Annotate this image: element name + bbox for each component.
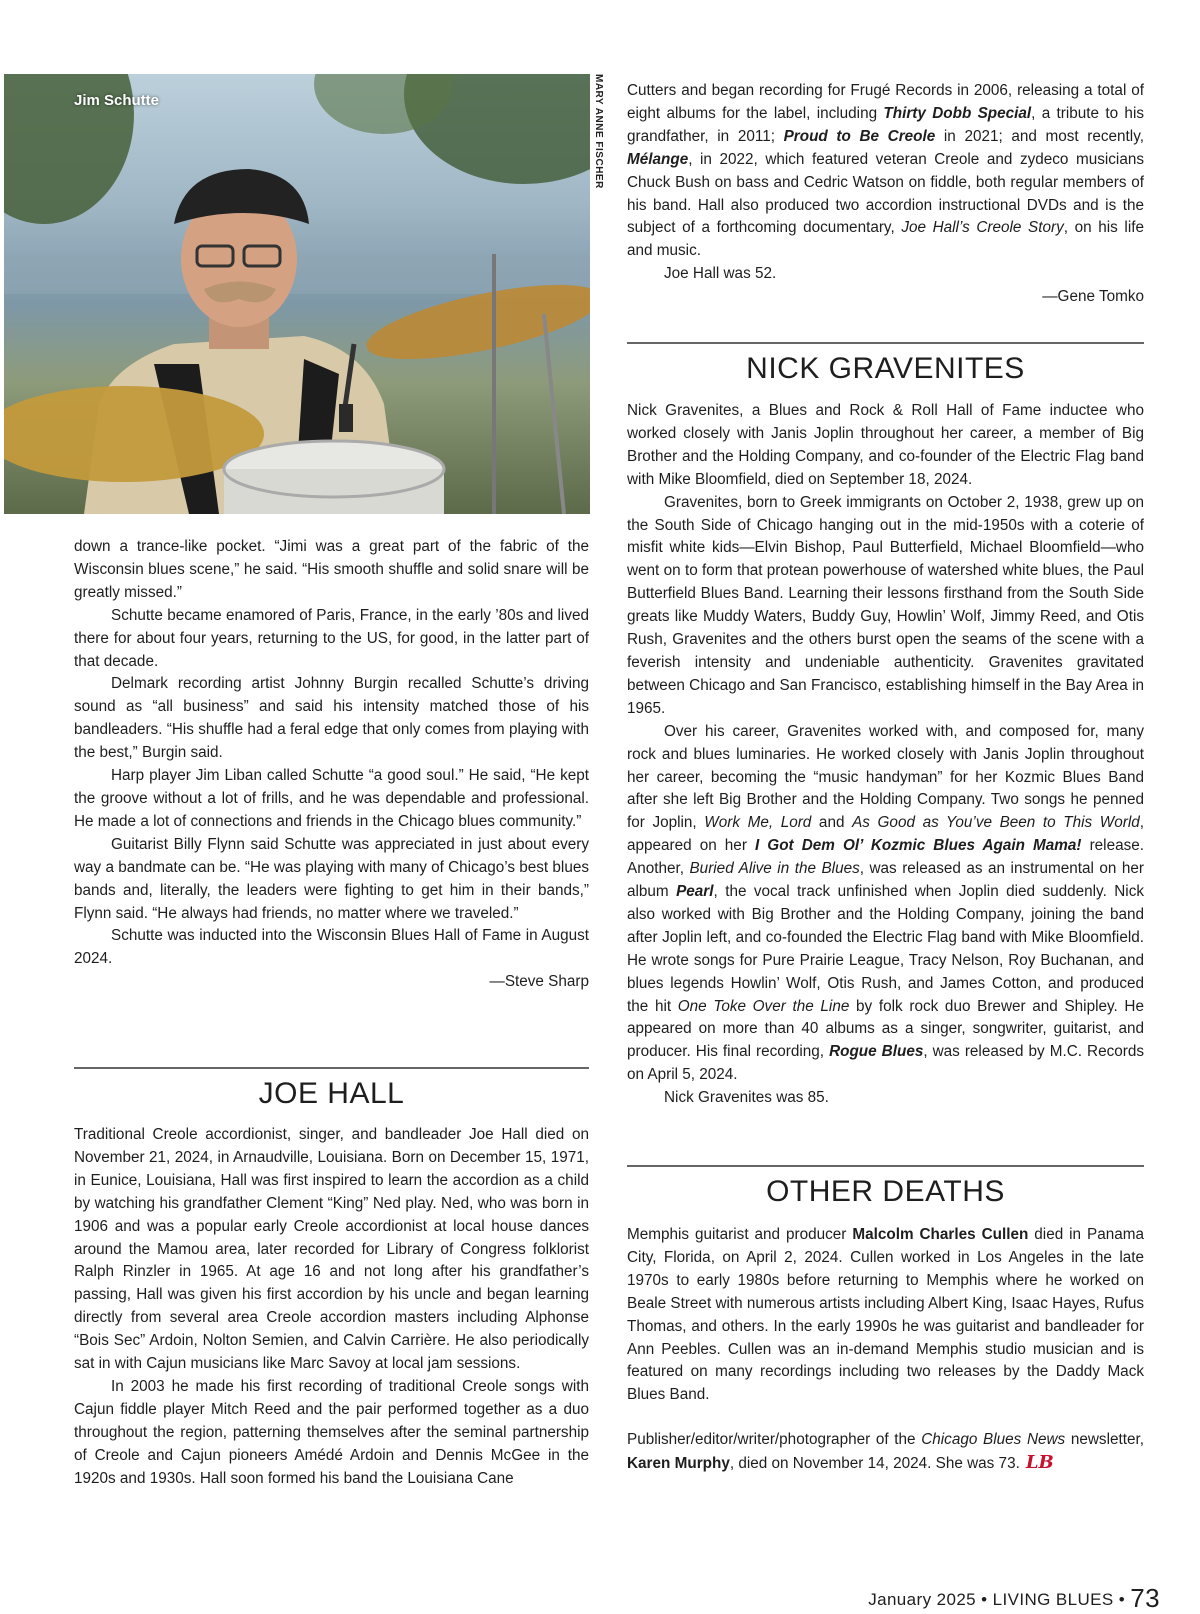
section-heading-joe-hall: JOE HALL	[258, 1077, 405, 1110]
song-title: Buried Alive in the Blues	[689, 860, 860, 878]
paragraph: down a trance-like pocket. “Jimi was a great part of the fabric of the Wisconsin blues scene,” he said. “His smooth shuffle and solid snare will be greatly missed.”	[74, 538, 589, 601]
paragraph: Publisher/editor/writer/photographer of the Chicago Blues News newsletter, Karen Murphy, died on November 14, 2024. She was 73. LB	[627, 1431, 1144, 1474]
byline: —Gene Tomko	[1042, 288, 1144, 306]
photo-illustration	[4, 74, 590, 514]
page-footer	[868, 1583, 1160, 1614]
film-title: Joe Hall’s Creole Story	[901, 219, 1064, 237]
person-name: Malcolm Charles Cullen	[852, 1226, 1029, 1243]
joe-hall-obituary-continued	[627, 80, 1144, 309]
nick-gravenites-obituary	[627, 400, 1144, 1110]
person-name: Karen Murphy	[627, 1455, 730, 1473]
separator-bullet: •	[981, 1590, 988, 1609]
album-title: Thirty Dobb Special	[883, 104, 1032, 122]
song-title: One Toke Over the Line	[677, 997, 850, 1015]
photo-credit-text: MARY ANNE FISCHER	[593, 74, 604, 189]
album-title: Mélange	[627, 150, 689, 168]
paragraph: Over his career, Gravenites worked with, and composed for, many rock and blues luminaries. He worked closely with Janis Joplin throughout her career, becoming the “music handyman” for her Kozmic Blues Band after she left Big Brother and the Holding Company. Two songs he penned for Joplin, Work Me, Lord and As Good as You’ve Been to This World, appeared on her I Got Dem Ol’ Kozmic Blues Again Mama! release. Another, Buried Alive in the Blues, was released as an instrumental on her album Pearl, the vocal track unfinished when Joplin died suddenly. Nick also worked with Big Brother and the Holding Company, joining the band after Joplin left, and co-founded the Electric Flag band with Mike Bloomfield. He wrote songs for Pure Prairie League, Tracy Nelson, Roy Buchanan, and blues legends Howlin’ Wolf, Otis Rush, and James Cotton, and produced the hit One Toke Over the Line by folk rock duo Brewer and Shipley. He appeared on more than 40 albums as a singer, songwriter, guitarist, and producer. His final recording, Rogue Blues, was released by M.C. Records on April 5, 2024.	[627, 722, 1144, 1084]
section-heading-other-deaths: OTHER DEATHS	[766, 1175, 1005, 1208]
separator-bullet: •	[1118, 1590, 1126, 1609]
album-title: Pearl	[676, 883, 714, 901]
other-deaths-list	[627, 1224, 1144, 1476]
section-heading-nick-gravenites: NICK GRAVENITES	[746, 352, 1025, 385]
paragraph: Memphis guitarist and producer Malcolm Charles Cullen died in Panama City, Florida, on April 2, 2024. Cullen worked in Los Angeles in the late 1970s to early 1980s before returning to Memphis where he worked on Beale Street with numerous artists including Albert King, Isaac Hayes, Rufus Thomas, and others. In the early 1990s he was guitarist and bandleader for Ann Peebles. Cullen was an in-demand Memphis studio musician and is featured on many recordings including two releases by the Daddy Mack Blues Band.	[627, 1226, 1144, 1404]
page-number: 73	[1130, 1583, 1160, 1613]
paragraph: Nick Gravenites, a Blues and Rock & Roll Hall of Fame inductee who worked closely with Janis Joplin throughout her career, a member of Big Brother and the Holding Company, and co-founder of the Electric Flag band with Mike Bloomfield, died on September 18, 2024.	[627, 402, 1144, 488]
paragraph: Schutte became enamored of Paris, France, in the early ’80s and lived there for about four years, returning to the US, for good, in the latter part of that decade.	[74, 606, 589, 670]
album-title: Rogue Blues	[829, 1043, 924, 1061]
living-blues-end-mark-icon: LB	[1025, 1452, 1054, 1474]
paragraph: Delmark recording artist Johnny Burgin recalled Schutte’s driving sound as “all business” and said his intensity matched those of his bandleaders. “His shuffle had a feral edge that only comes from playing with the best,” Burgin said.	[74, 675, 589, 762]
photo-caption: Jim Schutte	[74, 92, 160, 109]
paragraph: Schutte was inducted into the Wisconsin Blues Hall of Fame in August 2024.	[74, 927, 589, 968]
section-divider	[74, 1067, 589, 1069]
magazine-name: LIVING BLUES	[992, 1590, 1114, 1609]
issue-date: January 2025	[868, 1590, 977, 1609]
song-title: As Good as You’ve Been to This World	[852, 814, 1140, 832]
paragraph: Nick Gravenites was 85.	[664, 1089, 829, 1107]
paragraph: Traditional Creole accordionist, singer, and bandleader Joe Hall died on November 21, 2024, in Arnaudville, Louisiana. Born on December 15, 1971, in Eunice, Louisiana, Hall was first inspired to learn the accordion as a child by watching his grandfather Clement “King” Ned play. Ned, who was born in 1906 and was a popular early Creole accordionist at local house dances around the Mamou area, later recorded for Library of Congress folklorist Ralph Rinzler in 1965. At age 16 and not long after his grandfather’s passing, Hall was given his first accordion by his uncle and began learning directly from several area Creole accordion masters including Alphonse “Bois Sec” Ardoin, Nolton Semien, and Calvin Carrière. He also periodically sat in with Cajun musicians like Marc Savoy at local jam sessions.	[74, 1126, 589, 1373]
paragraph: Cutters and began recording for Frugé Records in 2006, releasing a total of eight albums for the label, including Thirty Dobb Special, a tribute to his grandfather, in 2011; Proud to Be Creole in 2021; and most recently, Mélange, in 2022, which featured veteran Creole and zydeco musicians Chuck Bush on bass and Cedric Watson on fiddle, both regular members of his band. Hall also produced two accordion instructional DVDs and is the subject of a forthcoming documentary, Joe Hall’s Creole Story, on his life and music.	[627, 82, 1144, 260]
paragraph: In 2003 he made his first recording of traditional Creole songs with Cajun fiddle player Mitch Reed and the pair performed together as a duo throughout the region, patterning themselves after the seminal partnership of Creole and Cajun pioneers Amédé Ardoin and Dennis McGee in the 1920s and 1930s. Hall soon formed his band the Louisiana Cane	[74, 1377, 589, 1487]
album-title: Proud to Be Creole	[783, 127, 936, 145]
paragraph: Guitarist Billy Flynn said Schutte was appreciated in just about every way a bandmate can be. “He was playing with many of Chicago’s best blues bands and, literally, the leaders were fighting to get him in their bands,” Flynn said. “He always had friends, no matter where we traveled.”	[74, 835, 589, 922]
schutte-obituary-continued	[74, 536, 589, 994]
photo-jim-schutte	[4, 74, 590, 514]
photo-credit	[586, 74, 604, 204]
byline: —Steve Sharp	[489, 973, 589, 991]
paragraph: Harp player Jim Liban called Schutte “a good soul.” He said, “He kept the groove without a lot of frills, and he was dependable and professional. He made a lot of connections and friends in the Chicago blues community.”	[74, 767, 589, 830]
album-title: I Got Dem Ol’ Kozmic Blues Again Mama!	[754, 837, 1082, 855]
publication-title: Chicago Blues News	[921, 1431, 1066, 1449]
paragraph: Joe Hall was 52.	[664, 265, 777, 283]
joe-hall-obituary	[74, 1124, 589, 1491]
song-title: Work Me, Lord	[704, 814, 812, 832]
paragraph: Gravenites, born to Greek immigrants on October 2, 1938, grew up on the South Side of Chicago hanging out in the mid-1950s with a coterie of misfit white kids—Elvin Bishop, Paul Butterfield, Michael Bloomfield—who went on to form that protean powerhouse of watershed white blues, the Paul Butterfield Blues Band. Learning their lessons firsthand from the South Side greats like Muddy Waters, Buddy Guy, Howlin’ Wolf, Jimmy Reed, and Otis Rush, Gravenites and the others burst open the seams of the scene with a feverish intensity and undeniable authenticity. Gravenites gravitated between Chicago and San Francisco, establishing himself in the Bay Area in 1965.	[627, 493, 1144, 717]
section-divider	[627, 1165, 1144, 1167]
section-divider	[627, 342, 1144, 344]
